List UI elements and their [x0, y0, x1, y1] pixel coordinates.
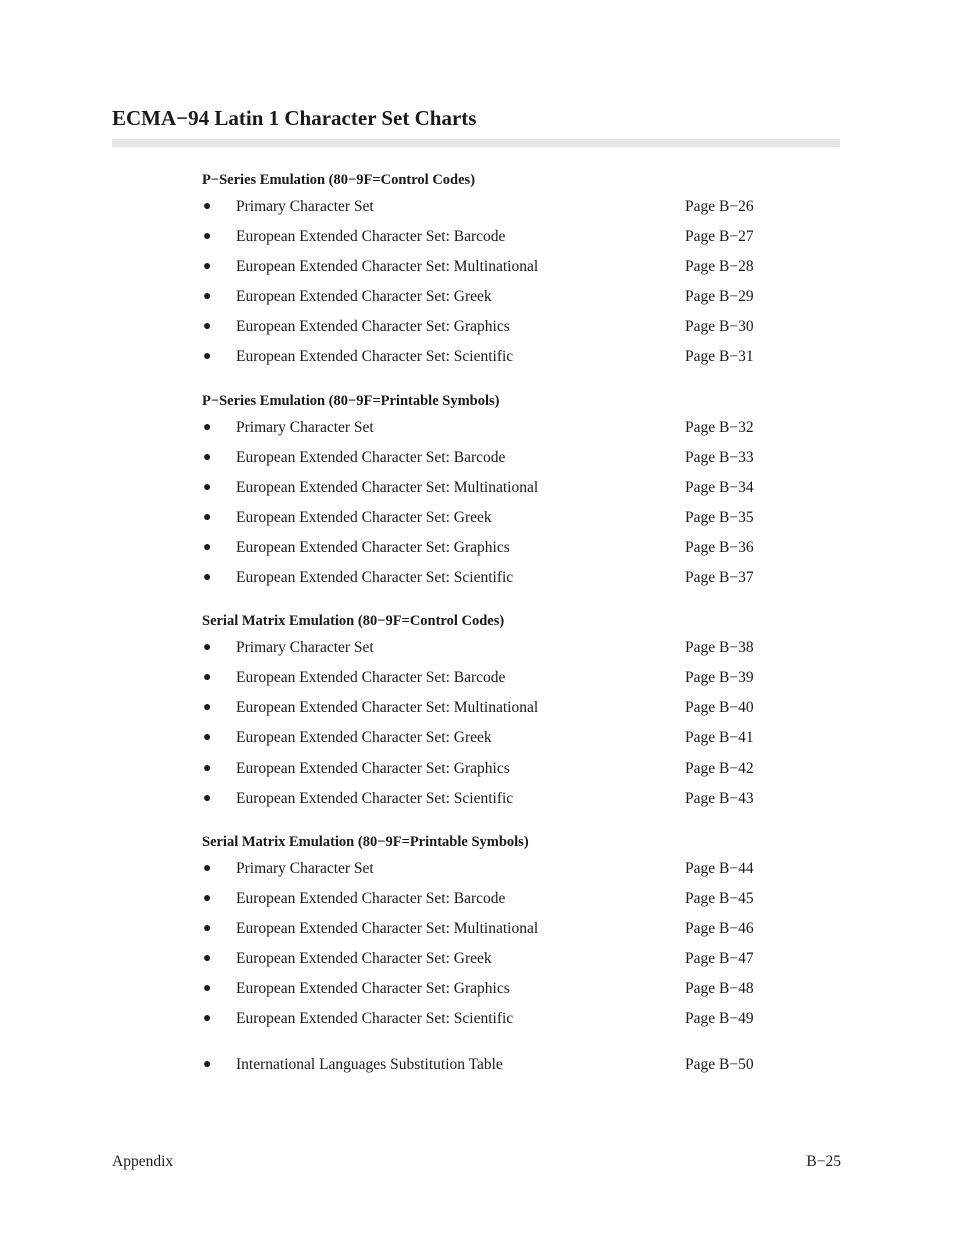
entry-label: Primary Character Set [236, 418, 374, 436]
entry-label: European Extended Character Set: Scientific [236, 569, 514, 587]
bullet-icon: ● [203, 981, 212, 997]
bullet-icon: ● [203, 319, 212, 335]
list-item[interactable] [202, 633, 802, 663]
section-heading: Serial Matrix Emulation (80−9F=Control Codes) [202, 613, 505, 630]
bullet-icon: ● [203, 539, 212, 555]
page-reference[interactable]: Page B−36 [685, 538, 754, 556]
bullet-icon: ● [203, 670, 212, 686]
chart-index [202, 168, 802, 1080]
list-item[interactable] [202, 503, 802, 533]
list-item[interactable] [202, 1004, 802, 1034]
bullet-icon: ● [203, 730, 212, 746]
list-item[interactable] [202, 884, 802, 914]
list-item[interactable] [202, 784, 802, 814]
list-item[interactable] [202, 222, 802, 252]
list-item[interactable] [202, 754, 802, 784]
entry-label: European Extended Character Set: Greek [236, 288, 492, 306]
list-item[interactable] [202, 974, 802, 1004]
entry-label: European Extended Character Set: Barcode [236, 448, 506, 466]
entry-label: European Extended Character Set: Scientific [236, 1010, 514, 1028]
bullet-icon: ● [203, 1011, 212, 1027]
bullet-icon: ● [203, 229, 212, 245]
entry-label: European Extended Character Set: Barcode [236, 889, 506, 907]
entry-label: International Languages Substitution Table [236, 1056, 503, 1074]
entry-label: European Extended Character Set: Graphics [236, 318, 510, 336]
list-item[interactable] [202, 443, 802, 473]
entry-label: Primary Character Set [236, 639, 374, 657]
entry-label: European Extended Character Set: Greek [236, 729, 492, 747]
page-reference[interactable]: Page B−42 [685, 759, 754, 777]
bullet-icon: ● [203, 570, 212, 586]
list-item[interactable] [202, 663, 802, 693]
bullet-icon: ● [203, 920, 212, 936]
section-pseries-control [202, 168, 802, 373]
section-serial-control [202, 609, 802, 814]
bullet-icon: ● [203, 259, 212, 275]
page-reference[interactable]: Page B−37 [685, 569, 754, 587]
bullet-icon: ● [203, 950, 212, 966]
page-reference[interactable]: Page B−34 [685, 478, 754, 496]
page-reference[interactable]: Page B−32 [685, 418, 754, 436]
page-reference[interactable]: Page B−28 [685, 258, 754, 276]
list-item[interactable] [202, 192, 802, 222]
bullet-icon: ● [203, 700, 212, 716]
section-heading: P−Series Emulation (80−9F=Control Codes) [202, 172, 476, 188]
bullet-icon: ● [203, 790, 212, 806]
title-rule [112, 139, 840, 147]
page-reference[interactable]: Page B−31 [685, 348, 754, 366]
page-reference[interactable]: Page B−38 [685, 639, 754, 657]
entry-label: European Extended Character Set: Greek [236, 949, 492, 967]
bullet-icon: ● [203, 890, 212, 906]
bullet-icon: ● [203, 199, 212, 214]
bullet-icon: ● [203, 640, 212, 656]
entry-label: European Extended Character Set: Greek [236, 508, 492, 526]
list-item[interactable] [202, 413, 802, 443]
page-reference[interactable]: Page B−29 [685, 288, 754, 306]
bullet-icon: ● [203, 289, 212, 305]
page-reference[interactable]: Page B−50 [685, 1056, 754, 1074]
page-reference[interactable]: Page B−45 [685, 889, 754, 907]
entry-label: European Extended Character Set: Graphics [236, 759, 510, 777]
bullet-icon: ● [203, 1057, 212, 1073]
list-item[interactable] [202, 854, 802, 884]
bullet-icon: ● [203, 449, 212, 465]
section-heading: P−Series Emulation (80−9F=Printable Symbols) [202, 392, 500, 409]
list-item-substitution-table[interactable] [202, 1050, 802, 1080]
page-reference[interactable]: Page B−33 [685, 448, 754, 466]
entry-label: European Extended Character Set: Multinational [236, 478, 539, 496]
list-item[interactable] [202, 533, 802, 563]
footer-page-number: B−25 [806, 1153, 841, 1170]
section-serial-printable [202, 830, 802, 1035]
list-item[interactable] [202, 312, 802, 342]
bullet-icon: ● [203, 349, 212, 365]
page-reference[interactable]: Page B−41 [685, 729, 754, 747]
entry-label: European Extended Character Set: Multinational [236, 258, 539, 276]
section-heading: Serial Matrix Emulation (80−9F=Printable Symbols) [202, 833, 529, 850]
page-reference[interactable]: Page B−39 [685, 669, 754, 687]
list-item[interactable] [202, 914, 802, 944]
list-item[interactable] [202, 723, 802, 753]
entry-label: European Extended Character Set: Multinational [236, 919, 539, 937]
entry-label: Primary Character Set [236, 198, 374, 215]
page-reference[interactable]: Page B−26 [685, 198, 754, 215]
list-item[interactable] [202, 563, 802, 593]
bullet-icon: ● [203, 419, 212, 435]
page-reference[interactable]: Page B−48 [685, 980, 754, 998]
bullet-icon: ● [203, 760, 212, 776]
page-title: ECMA−94 Latin 1 Character Set Charts [112, 106, 477, 130]
bullet-icon: ● [203, 479, 212, 495]
list-item[interactable] [202, 282, 802, 312]
entry-label: European Extended Character Set: Barcode [236, 228, 506, 246]
entry-label: European Extended Character Set: Barcode [236, 669, 506, 687]
list-item[interactable] [202, 693, 802, 723]
page-reference[interactable]: Page B−35 [685, 508, 754, 526]
footer-section-name: Appendix [112, 1153, 174, 1170]
list-item[interactable] [202, 252, 802, 282]
page-reference[interactable]: Page B−27 [685, 228, 754, 246]
entry-label: European Extended Character Set: Multinational [236, 699, 539, 717]
bullet-icon: ● [203, 509, 212, 525]
page-reference[interactable]: Page B−30 [685, 318, 754, 336]
bullet-icon: ● [203, 860, 212, 876]
page-reference[interactable]: Page B−43 [685, 789, 754, 807]
list-item[interactable] [202, 342, 802, 372]
page-reference[interactable]: Page B−46 [685, 919, 754, 937]
entry-label: European Extended Character Set: Scientific [236, 348, 514, 366]
page-reference[interactable]: Page B−40 [685, 699, 754, 717]
page-reference[interactable]: Page B−44 [685, 859, 754, 877]
page-reference[interactable]: Page B−49 [685, 1010, 754, 1028]
entry-label: European Extended Character Set: Graphics [236, 980, 510, 998]
entry-label: European Extended Character Set: Scientific [236, 789, 514, 807]
entry-label: European Extended Character Set: Graphics [236, 538, 510, 556]
entry-label: Primary Character Set [236, 859, 374, 877]
list-item[interactable] [202, 473, 802, 503]
page-reference[interactable]: Page B−47 [685, 949, 754, 967]
list-item[interactable] [202, 944, 802, 974]
section-pseries-printable [202, 389, 802, 594]
